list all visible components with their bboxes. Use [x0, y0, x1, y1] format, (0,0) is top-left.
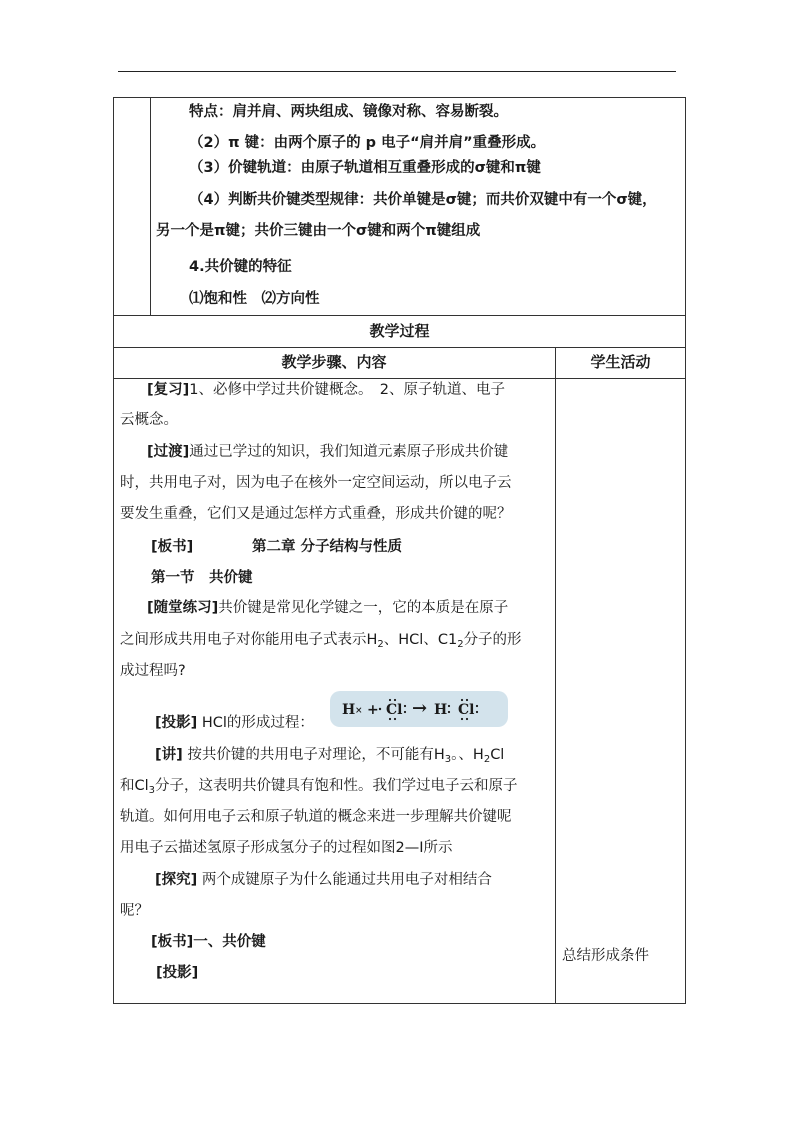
explore-tag: [探究] [155, 872, 198, 888]
lecture-line-4: 用电子云描述氢原子形成氢分子的过程如图2—I所示 [120, 840, 453, 856]
lecture-text-1a: 按共价键的共用电子对理论，不可能有H [187, 747, 445, 763]
transition-tag: [过渡] [147, 444, 190, 460]
practice-text-2a: 之间形成共用电子对你能用电子式表示H [120, 632, 378, 648]
practice-tag: [随堂练习] [147, 600, 219, 616]
lecture-line-3: 轨道。如何用电子云和原子轨道的概念来进一步理解共价键呢 [120, 809, 512, 825]
formula-plus: + [367, 702, 379, 718]
features-line: ⑴饱和性 ⑵方向性 [189, 291, 320, 307]
row-divider-1 [113, 315, 686, 316]
student-activity: 总结形成条件 [562, 948, 649, 964]
practice-text-2c: 分子的形 [463, 632, 522, 648]
row-divider-3 [113, 378, 686, 379]
projection-text: HCl的形成过程： [201, 715, 314, 731]
subscript: 2 [483, 754, 491, 765]
lecture-line-1 [155, 745, 504, 765]
heading-4: 4.共价键的特征 [189, 259, 292, 275]
feature-line: 特点：肩并肩、两块组成、镜像对称、容易断裂。 [189, 104, 508, 120]
pi-bond-line: （2）π 键：由两个原子的 p 电子“肩并肩”重叠形成。 [189, 135, 546, 151]
practice-text-2b: 、HCl、C1 [383, 632, 458, 648]
explore-text-1: 两个成键原子为什么能通过共用电子对相结合 [201, 872, 492, 888]
practice-line-2 [120, 630, 522, 650]
transition-line-3: 要发生重叠，它们又是通过怎样方式重叠，形成共价键的呢？ [120, 506, 512, 522]
chapter-title: 第二章 分子结构与性质 [252, 539, 403, 555]
rule-line-1: （4）判断共价键类型规律：共价单键是σ键；而共价双键中有一个σ键， [189, 192, 657, 208]
explore-line-2: 呢？ [120, 903, 149, 919]
formula-cross: × [355, 706, 363, 716]
review-tag: [复习] [147, 382, 190, 398]
section-title: 第一节 共价键 [151, 570, 253, 586]
practice-text-1: 共价键是常见化学键之一，它的本质是在原子 [218, 600, 509, 616]
electron-dot-formula [330, 691, 508, 727]
lecture-line-2 [120, 776, 518, 796]
left-narrow-column-divider [150, 97, 151, 315]
column-header-steps: 教学步骤、内容 [281, 353, 387, 371]
student-column-divider [555, 347, 556, 1004]
formula-h1: H [342, 702, 356, 718]
subscript: 2 [457, 639, 464, 650]
formula-cl2: Cl [458, 702, 475, 718]
subscript: 3 [148, 785, 156, 796]
review-text-1: 1、必修中学过共价键概念。 2、原子轨道、电子 [189, 382, 505, 398]
lecture-text-1b: 。、H [451, 747, 484, 763]
subscript: 2 [377, 639, 384, 650]
row-divider-2 [113, 347, 686, 348]
transition-line-2: 时，共用电子对，因为电子在核外一定空间运动，所以电子云 [120, 475, 512, 491]
projection-2: [投影] [156, 965, 199, 981]
rule-line-2: 另一个是π键；共价三键由一个σ键和两个π键组成 [156, 223, 481, 239]
projection-line [155, 713, 314, 733]
review-line-1 [147, 380, 505, 400]
formula-arrow: → [412, 698, 428, 719]
projection-tag: [投影] [155, 715, 198, 731]
transition-line-1 [147, 442, 508, 462]
board-2: [板书]一、共价键 [151, 934, 266, 950]
process-title: 教学过程 [369, 322, 430, 340]
practice-line-1 [147, 598, 508, 618]
lecture-tag: [讲] [155, 747, 183, 763]
orbital-line: （3）价键轨道：由原子轨道相互重叠形成的σ键和π键 [189, 160, 541, 176]
practice-line-3: 成过程吗? [120, 663, 186, 679]
formula-cl1: Cl [386, 702, 403, 718]
lecture-text-1c: Cl [490, 747, 505, 763]
transition-text-1: 通过已学过的知识，我们知道元素原子形成共价键 [189, 444, 509, 460]
lecture-text-2a: 和Cl [120, 778, 149, 794]
explore-line-1 [155, 870, 492, 890]
review-line-2: 云概念。 [120, 412, 178, 428]
hcl-formation-image [330, 691, 508, 727]
header-rule [118, 71, 676, 72]
lecture-text-2b: 分子，这表明共价键具有饱和性。我们学过电子云和原子 [155, 778, 518, 794]
formula-h2: H [434, 702, 448, 718]
board-tag: [板书] [151, 539, 194, 555]
subscript: 3 [444, 754, 452, 765]
column-header-student: 学生活动 [590, 353, 651, 371]
